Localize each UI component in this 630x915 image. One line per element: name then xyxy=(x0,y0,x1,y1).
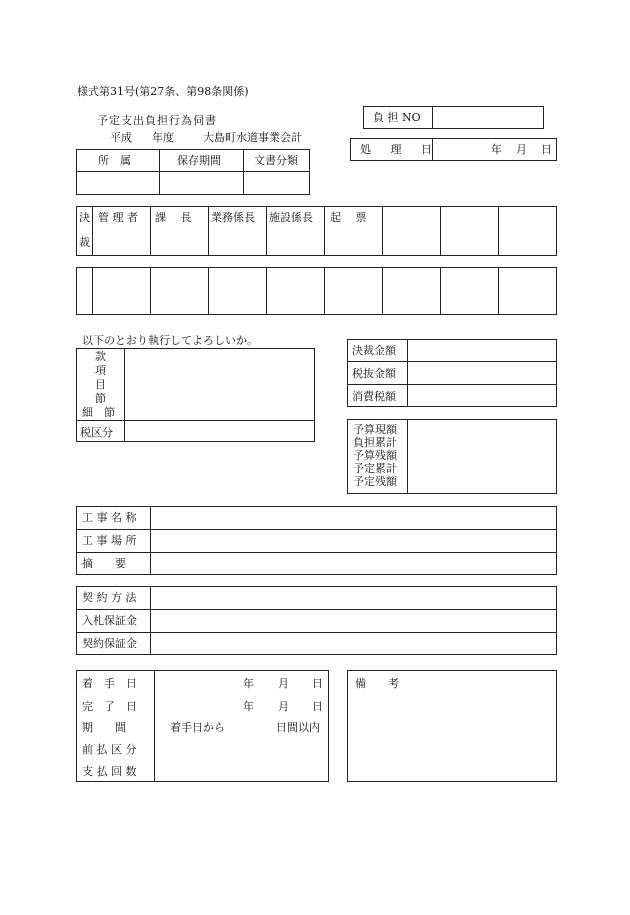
construction-table xyxy=(76,506,557,575)
bid-bond-label: 入札保証金 xyxy=(82,614,137,627)
start-year: 年 xyxy=(243,677,254,690)
completion-month: 月 xyxy=(278,700,289,713)
planned-total-label: 予定累計 xyxy=(353,462,397,475)
consumption-tax-label: 消費税額 xyxy=(352,390,396,403)
burden-number-label: 負 担 NO xyxy=(373,111,421,124)
processing-year: 年 xyxy=(491,143,502,156)
completion-day: 日 xyxy=(312,700,323,713)
start-month: 月 xyxy=(278,677,289,690)
approval-seal-row xyxy=(76,267,557,315)
completion-year: 年 xyxy=(243,700,254,713)
organization-name: 大島町水道事業会計 xyxy=(203,131,302,144)
processing-day: 日 xyxy=(541,143,552,156)
role-business-chief: 業務係長 xyxy=(211,211,255,224)
construction-name-label: 工 事 名 称 xyxy=(82,511,137,524)
budget-moku: 目 xyxy=(95,378,106,391)
burden-number-field[interactable] xyxy=(436,108,540,127)
request-text: 以下のとおり執行してよろしいか。 xyxy=(82,334,258,347)
contract-table xyxy=(76,586,557,655)
budget-kan: 款 xyxy=(95,350,106,363)
pretax-amount-label: 税抜金額 xyxy=(352,367,396,380)
role-drafter: 起 票 xyxy=(330,211,367,224)
kessai-char-1: 決 xyxy=(79,211,90,224)
role-section-chief: 課 長 xyxy=(155,211,192,224)
start-day: 日 xyxy=(312,677,323,690)
approved-amount-label: 決裁金額 xyxy=(352,344,396,357)
budget-kou: 項 xyxy=(95,364,106,377)
budget-remaining-label: 予算残額 xyxy=(353,449,397,462)
completion-date-label: 完 了 日 xyxy=(82,700,137,713)
retention-header: 保存期間 xyxy=(177,154,221,167)
role-manager: 管 理 者 xyxy=(98,211,138,224)
planned-remaining-label: 予定残額 xyxy=(353,475,397,488)
period-within-text: 日間以内 xyxy=(276,721,320,734)
start-date-label: 着 手 日 xyxy=(82,677,137,690)
payment-count-label: 支 払 回 数 xyxy=(82,765,137,778)
budget-setsu: 節 xyxy=(95,392,106,405)
kessai-char-2: 裁 xyxy=(79,236,90,249)
contract-method-label: 契 約 方 法 xyxy=(82,591,137,604)
processing-month: 月 xyxy=(516,143,527,156)
form-number: 様式第31号(第27条、第98条関係) xyxy=(77,85,249,98)
tax-category-label: 税区分 xyxy=(80,426,113,439)
document-title: 予定支出負担行為伺書 xyxy=(97,114,217,127)
budget-saisetsu: 細 節 xyxy=(82,406,115,419)
doc-class-header: 文書分類 xyxy=(254,154,298,167)
current-budget-label: 予算現額 xyxy=(353,423,397,436)
period-from-text: 着手日から xyxy=(170,721,225,734)
remarks-label: 備 考 xyxy=(355,677,399,690)
processing-date-label: 処 理 日 xyxy=(360,143,440,156)
advance-payment-label: 前 払 区 分 xyxy=(82,743,137,756)
approval-table xyxy=(76,206,557,256)
burden-total-label: 負担累計 xyxy=(353,436,397,449)
dept-header: 所 属 xyxy=(98,154,131,167)
period-label: 期 間 xyxy=(82,721,126,734)
fiscal-year-label: 年度 xyxy=(152,131,174,144)
summary-label: 摘 要 xyxy=(82,557,126,570)
era-label: 平成 xyxy=(110,131,132,144)
contract-bond-label: 契約保証金 xyxy=(82,637,137,650)
role-facility-chief: 施設係長 xyxy=(269,211,313,224)
construction-site-label: 工 事 場 所 xyxy=(82,534,137,547)
